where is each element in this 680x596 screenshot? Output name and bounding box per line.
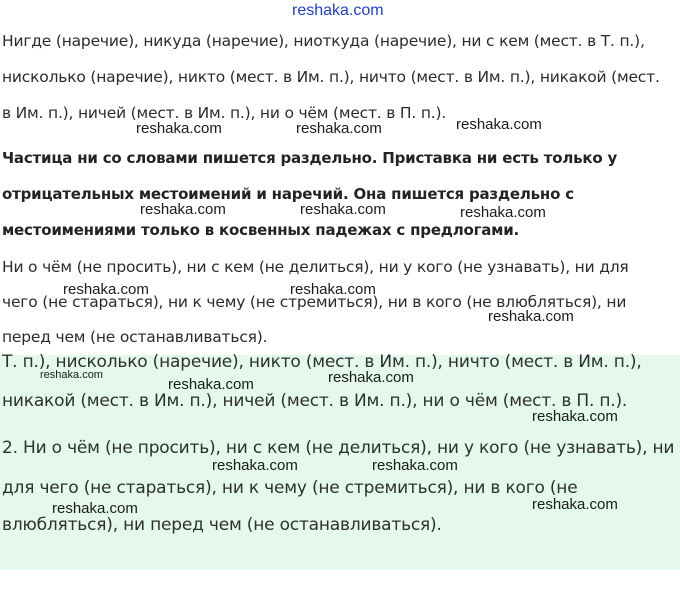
watermark: reshaka.com bbox=[290, 281, 376, 298]
answer-line: никакой (мест. в Им. п.), ничей (мест. в Им. п.), ни о чём (мест. в П. п.). bbox=[2, 391, 628, 411]
answer-line: для чего (не стараться), ни к чему (не стремиться), ни в кого (не bbox=[2, 478, 578, 498]
watermark: reshaka.com bbox=[488, 308, 574, 325]
watermark-top: reshaka.com bbox=[292, 2, 384, 19]
rule-line: местоимениями только в косвенных падежах с предлогами. bbox=[2, 221, 520, 239]
watermark: reshaka.com bbox=[140, 201, 226, 218]
answer-line: влюбляться), ни перед чем (не останавливаться). bbox=[2, 515, 442, 535]
example-line: чего (не стараться), ни к чему (не стремиться), ни в кого (не влюбляться), ни bbox=[2, 293, 627, 311]
watermark: reshaka.com bbox=[532, 408, 618, 425]
rule-line: Частица ни со словами пишется раздельно. Приставка ни есть только у bbox=[2, 149, 618, 167]
watermark: reshaka.com bbox=[63, 281, 149, 298]
watermark: reshaka.com bbox=[300, 201, 386, 218]
answer-line: Т. п.), нисколько (наречие), никто (мест. в Им. п.), ничто (мест. в Им. п.), bbox=[2, 352, 642, 372]
watermark: reshaka.com bbox=[372, 457, 458, 474]
rule-line: отрицательных местоимений и наречий. Она пишется раздельно с bbox=[2, 185, 574, 203]
watermark: reshaka.com bbox=[456, 116, 542, 133]
watermark: reshaka.com bbox=[168, 376, 254, 393]
answer-panel bbox=[0, 355, 680, 570]
watermark: reshaka.com bbox=[212, 457, 298, 474]
text-line: в Им. п.), ничей (мест. в Им. п.), ни о чём (мест. в П. п.). bbox=[2, 104, 447, 122]
watermark: reshaka.com bbox=[40, 369, 103, 381]
text-line: нисколько (наречие), никто (мест. в Им. п.), ничто (мест. в Им. п.), никакой (мест. bbox=[2, 68, 660, 86]
watermark: reshaka.com bbox=[296, 120, 382, 137]
watermark: reshaka.com bbox=[136, 120, 222, 137]
example-line: Ни о чём (не просить), ни с кем (не делиться), ни у кого (не узнавать), ни для bbox=[2, 258, 629, 276]
answer-line: 2. Ни о чём (не просить), ни с кем (не делиться), ни у кого (не узнавать), ни bbox=[2, 438, 675, 458]
example-line: перед чем (не останавливаться). bbox=[2, 328, 268, 346]
text-line: Нигде (наречие), никуда (наречие), ниоткуда (наречие), ни с кем (мест. в Т. п.), bbox=[2, 32, 645, 50]
watermark: reshaka.com bbox=[460, 204, 546, 221]
watermark: reshaka.com bbox=[52, 500, 138, 517]
watermark: reshaka.com bbox=[328, 369, 414, 386]
watermark: reshaka.com bbox=[532, 496, 618, 513]
